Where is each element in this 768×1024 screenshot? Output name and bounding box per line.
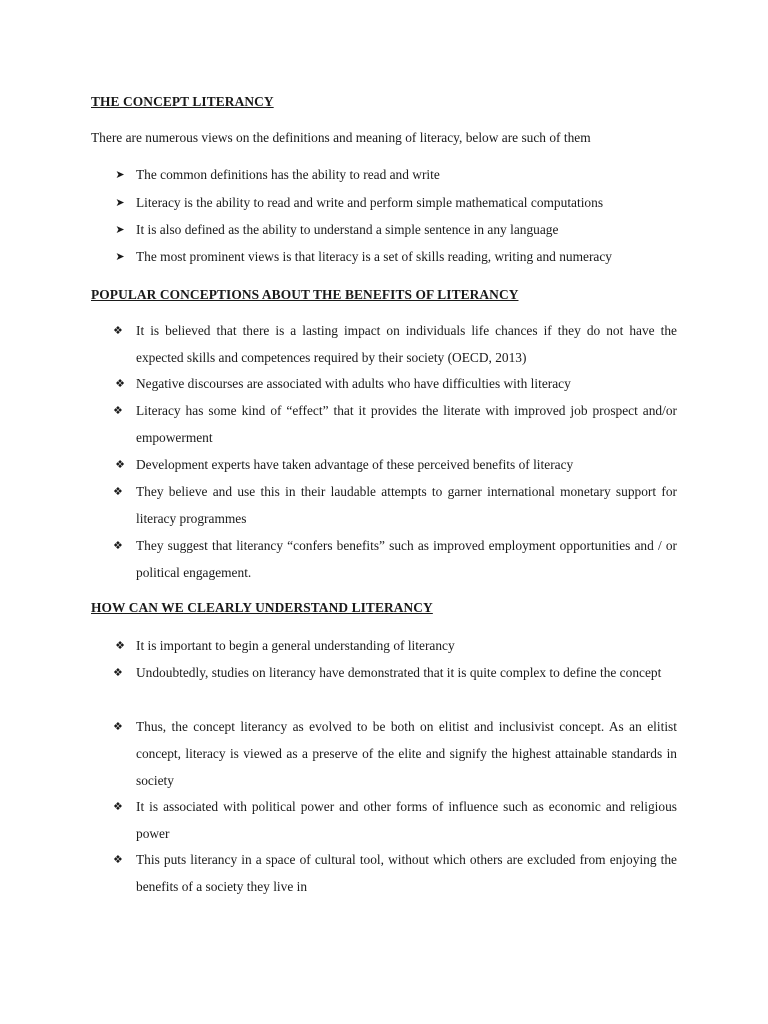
list-item xyxy=(113,846,677,900)
diamond-bullet-icon: ❖ xyxy=(113,539,123,552)
intro-paragraph: There are numerous views on the definitions and meaning of literacy, below are such of them xyxy=(91,130,591,145)
list-item-text: The most prominent views is that literacy is a set of skills reading, writing and numeracy xyxy=(136,249,613,264)
list-item xyxy=(113,189,677,216)
arrow-bullet-icon: ➤ xyxy=(115,223,125,236)
section-heading-understand: HOW CAN WE CLEARLY UNDERSTAND LITERANCY xyxy=(91,600,433,615)
list-item-text: Undoubtedly, studies on literancy have demonstrated that it is quite complex to define the concept xyxy=(136,665,662,680)
diamond-bullet-icon: ❖ xyxy=(115,458,125,471)
list-item-text: They suggest that literancy “confers benefits” such as improved employment opportunities and / or political engagement. xyxy=(136,538,677,580)
list-item-text: It is believed that there is a lasting impact on individuals life chances if they do not have the expected skills and competences required by their society (OECD, 2013) xyxy=(136,323,677,365)
list-item-text: Thus, the concept literancy as evolved to be both on elitist and inclusivist concept. As an elitist concept, literacy is viewed as a preserve of the elite and signify the highest attainable standards in society xyxy=(136,719,677,788)
arrow-bullet-icon: ➤ xyxy=(115,250,125,263)
arrow-bullet-icon: ➤ xyxy=(115,196,125,209)
list-item xyxy=(113,161,677,188)
diamond-bullet-icon: ❖ xyxy=(113,853,123,866)
list-item xyxy=(113,243,677,270)
list-item-text: This puts literancy in a space of cultural tool, without which others are excluded from enjoying the benefits of a society they live in xyxy=(136,852,677,894)
section-heading-concept: THE CONCEPT LITERANCY xyxy=(91,94,274,109)
list-item-text: It is important to begin a general understanding of literancy xyxy=(136,638,455,653)
section-heading-benefits: POPULAR CONCEPTIONS ABOUT THE BENEFITS OF LITERANCY xyxy=(91,287,519,302)
list-item-text: It is also defined as the ability to understand a simple sentence in any language xyxy=(136,222,559,237)
arrow-bullet-icon: ➤ xyxy=(115,168,125,181)
list-item xyxy=(113,659,677,686)
list-item xyxy=(113,532,677,586)
list-item xyxy=(113,317,677,371)
list-item xyxy=(113,216,677,243)
list-item-text: It is associated with political power and other forms of influence such as economic and religious power xyxy=(136,799,677,841)
list-item-text: Literacy has some kind of “effect” that it provides the literate with improved job prospect and/or empowerment xyxy=(136,403,677,445)
list-item xyxy=(113,632,677,659)
diamond-bullet-icon: ❖ xyxy=(113,485,123,498)
list-item-text: Negative discourses are associated with adults who have difficulties with literacy xyxy=(136,376,571,391)
diamond-bullet-icon: ❖ xyxy=(115,377,125,390)
list-item xyxy=(113,370,677,397)
list-item xyxy=(113,397,677,451)
list-item-text: Literacy is the ability to read and write and perform simple mathematical computations xyxy=(136,195,604,210)
list-item xyxy=(113,451,677,478)
diamond-bullet-icon: ❖ xyxy=(113,720,123,733)
diamond-bullet-icon: ❖ xyxy=(113,666,123,679)
diamond-bullet-icon: ❖ xyxy=(113,800,123,813)
list-item-text: The common definitions has the ability to read and write xyxy=(136,167,440,182)
list-item xyxy=(113,793,677,847)
diamond-bullet-icon: ❖ xyxy=(115,639,125,652)
diamond-bullet-icon: ❖ xyxy=(113,404,123,417)
list-item xyxy=(113,478,677,532)
diamond-bullet-icon: ❖ xyxy=(113,324,123,337)
list-item-text: Development experts have taken advantage of these perceived benefits of literacy xyxy=(136,457,574,472)
list-item xyxy=(113,713,677,794)
list-item-text: They believe and use this in their laudable attempts to garner international monetary support for literacy programmes xyxy=(136,484,677,526)
